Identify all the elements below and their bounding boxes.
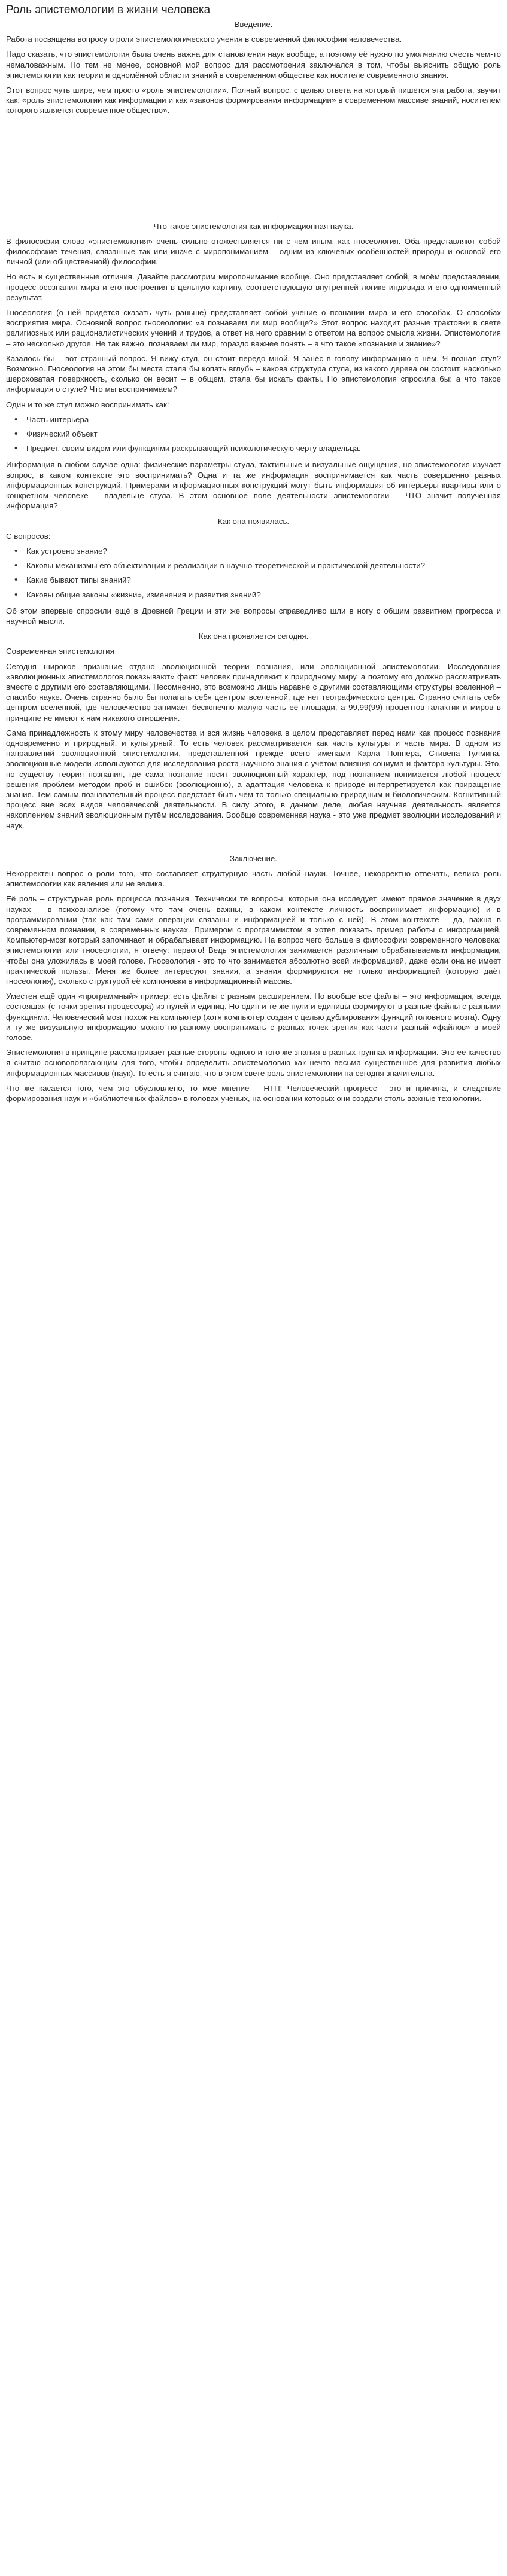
conclusion-paragraph: Что же касается того, чем это обусловлено, то моё мнение – НТП! Человеческий прогресс - это и причина, и следствие формирования наук и «библиотечных файлов» в головах учёных, на основании которых они создали столь важные технологии. <box>6 1083 501 1103</box>
list-item: • Физический объект <box>26 429 501 439</box>
blank-space <box>6 836 501 853</box>
list-item: • Часть интерьера <box>26 414 501 425</box>
intro-heading: Введение. <box>234 20 273 29</box>
list-item: • Как устроено знание? <box>26 546 501 556</box>
part2-section <box>6 631 501 831</box>
intro-paragraph: Этот вопрос чуть шире, чем просто «роль эпистемологии». Полный вопрос, с целью ответа на который пишется эта работа, звучит как: «роль эпистемологии как информации и как «законов формирования информации» в современном массиве знаний, носителем которого является современное общество». <box>6 86 501 115</box>
intro-section <box>6 19 501 116</box>
part1-paragraph: Гносеология (о ней придётся сказать чуть раньше) представляет собой учение о познании мира и его способах. О способах восприятия мира. Основной вопрос гносеологии: «а познаваем ли мир вообще?» Этот вопрос находит разные трактовки в свете религиозных или рационалистических учений и трудов, а ответ на него сравним с ответом на вопрос смысла жизни. Эпистемология – это несколько другое. Не так важно, познаваем ли мир, гораздо важнее понять – а что такое «познание и знание»? <box>6 308 501 348</box>
list-item: • Каковы механизмы его объективации и реализации в научно-теоретической и практической деятельности? <box>26 560 501 571</box>
chair-perception-list <box>6 414 501 454</box>
part2-paragraph: Сама принадлежность к этому миру человечества и вся жизнь человека в целом представляет перед нами как процесс познания одновременно и природный, и культурный. То есть человек рассматривается как часть культуры и часть мира. В одном из направлений эволюционной эпистемологии, представленной прежде всего именами Карла Поппера, Стивена Тулмина, эволюционные модели используются для исследования роста научного знания с учётом влияния социума и фактора культуры. Это, по существу теория познания, где сама познание носит эволюционный характер, под познанием понимается любой процесс решения проблем методом проб и ошибок (эволюционно), а адаптация человека к природе интерпретируется как приращение знания. Тем самым познавательный процесс предстаёт быть чем-то только специально природным и биологическим. Когнитивный процесс вне всех видов человеческой деятельности. В силу этого, в данном деле, любая научная деятельность является накоплением знаний эволюционным путём исследования. Вообще современная наука - это уже предмет эволюции исследований и наук. <box>6 728 501 830</box>
conclusion-paragraph: Эпистемология в принципе рассматривает разные стороны одного и того же знания в разных группах информации. Это её качество я считаю основополагающим для того, чтобы определить эпистемологию как нечто весьма существенное для развития любых информационных массивов (наук). То есть я считаю, что в этом свете роль эпистемологии на сегодня значительна. <box>6 1048 501 1078</box>
part1-paragraph: Но есть и существенные отличия. Давайте рассмотрим миропонимание вообще. Оно представляет собой, в моём представлении, процесс осознания мира и его построения в цельную картину, соответствующую внутренней логике индивида и его одноимённый результат. <box>6 272 501 302</box>
part1-paragraph: Информация в любом случае одна: физические параметры стула, тактильные и визуальные ощущения, но эпистемология изучает вопрос, в каком контексте это воспринимать? Одна и та же информация воспринимается как часть совершенно разных информационных конструкций. Примерами информационных конструкций могут быть информация об интерьеры квартиры или о конкретном человеке – владельце стула. В этом основное поле деятельности эпистемологии – ЧТО значит полученная информация? <box>6 460 501 511</box>
list-item: • Каковы общие законы «жизни», изменения и развития знаний? <box>26 590 501 600</box>
part1-section <box>6 221 501 627</box>
questions-list <box>6 546 501 600</box>
part1-paragraph: Об этом впервые спросили ещё в Древней Греции и эти же вопросы справедливо шли в ногу с общим развитием прогресса и научной мысли. <box>6 606 501 626</box>
part1-paragraph: Один и то же стул можно воспринимать как: <box>6 400 169 409</box>
document-title: Роль эпистемологии в жизни человека <box>6 4 211 16</box>
conclusion-paragraph: Уместен ещё один «программный» пример: есть файлы с разным расширением. Но вообще все файлы – это информация, всегда состоящая (с точки зрения процессора) из нулей и единиц. Но один и те же нули и единицы формируют в разные файлы с разными функциями. Человеческий мозг похож на компьютер (хотя компьютер создан с целью дублирования функций головного мозга). Одну и ту же визуальную информацию можно по-разному воспринимать с разных точек зрения как части разный «файлов» в моей голове. <box>6 992 501 1042</box>
part1-paragraph: Казалось бы – вот странный вопрос. Я вижу стул, он стоит передо мной. Я занёс в голову информацию о нём. Я познал стул? Возможно. Гносеология на этом бы места стала бы копать вглубь – какова структура стула, из какого дерева он состоит, насколько шероховатая поверхность, сколько он весит – в общем, стала бы искать факты. Но эпистемология спросила бы: а что такое информация о стуле? Что мы воспринимаем? <box>6 353 501 394</box>
part1-paragraph: В философии слово «эпистемология» очень сильно отожествляется ни с чем иным, как гносеология. Оба представляют собой философские течения, связанные так или иначе с миропониманием – одним из ключевых особенностей природы и основой его личной (или общественной) философии. <box>6 236 501 267</box>
questions-intro: С вопросов: <box>6 531 51 541</box>
conclusion-section <box>6 853 501 1103</box>
intro-paragraph: Работа посвящена вопросу о роли эпистемологического учения в современной философии человечества. <box>6 35 402 44</box>
conclusion-paragraph: Её роль – структурная роль процесса познания. Технически те вопросы, которые она исследует, имеют прямое значение в двух науках – в психоанализе (потому что там очень важны, в каком контексте личность воспринимает информацию) и в программировании (так как там сами операции связаны и информацией и только с ней). В этом контексте – да, важна в современном познании, в современных науках. Примером с программистом я хотел показать пример работы с информацией. Компьютер-мозг который запоминает и обрабатывает информацию. На вопрос чего больше в философии современного человека: эпистемологии или гносеологии, я отвечу: первого! Ведь эпистемология занимается различным обрабатываемым информации, чтобы она уложилась в моей голове. Гносеология - это то что занимается абсолютно всей информацией, даже если она не имеет практической пользы. Меня же более интересуют знания, а знания формируются не только информацией (которую даёт гносеология), сколько структурой её компоновки в информационный массив. <box>6 894 501 986</box>
part1-heading: Что такое эпистемология как информационная наука. <box>153 221 354 231</box>
part2-paragraph: Сегодня широкое признание отдано эволюционной теории познания, или эволюционной эпистемологии. Исследования «эволюционных эпистемологов показывают» факт: человек принадлежит к природному миру, а поэтому его должно рассматривать вместе с другими его составляющими. Несомненно, это возможно лишь наравне с другими составляющими структуры вселенной – спасибо науке. Очень странно было бы полагать себя центром вселенной, где нет географического центра. Странно считать себя центром вселенной, где человечество занимает бесконечно малую часть её площади, а 99,99(99) процентов галактик и миров в принципе не имеют к нам никакого отношения. <box>6 661 501 723</box>
list-item: • Предмет, своим видом или функциями раскрывающий психологическую черту владельца. <box>26 443 501 453</box>
part2-subheading: Современная эпистемология <box>6 647 114 656</box>
part2-heading: Как она проявляется сегодня. <box>198 632 309 641</box>
part1-subheading: Как она появилась. <box>217 516 290 526</box>
blank-space <box>6 121 501 221</box>
conclusion-heading: Заключение. <box>229 853 277 863</box>
intro-paragraph: Надо сказать, что эпистемология была очень важна для становления наук вообще, а поэтому её нужно по умолчанию счесть чем-то немаловажным. Но тем не менее, основной мой вопрос для рассмотрения заключался в том, чтобы выяснить общую роль эпистемологии как теории и одномённой области знаний в современном обществе как носителе современного знания. <box>6 50 501 80</box>
conclusion-paragraph: Некорректен вопрос о роли того, что составляет структурную часть любой науки. Точнее, некорректно отвечать, велика роль эпистемологии как явления или не велика. <box>6 868 501 889</box>
list-item: • Какие бывают типы знаний? <box>26 575 501 585</box>
